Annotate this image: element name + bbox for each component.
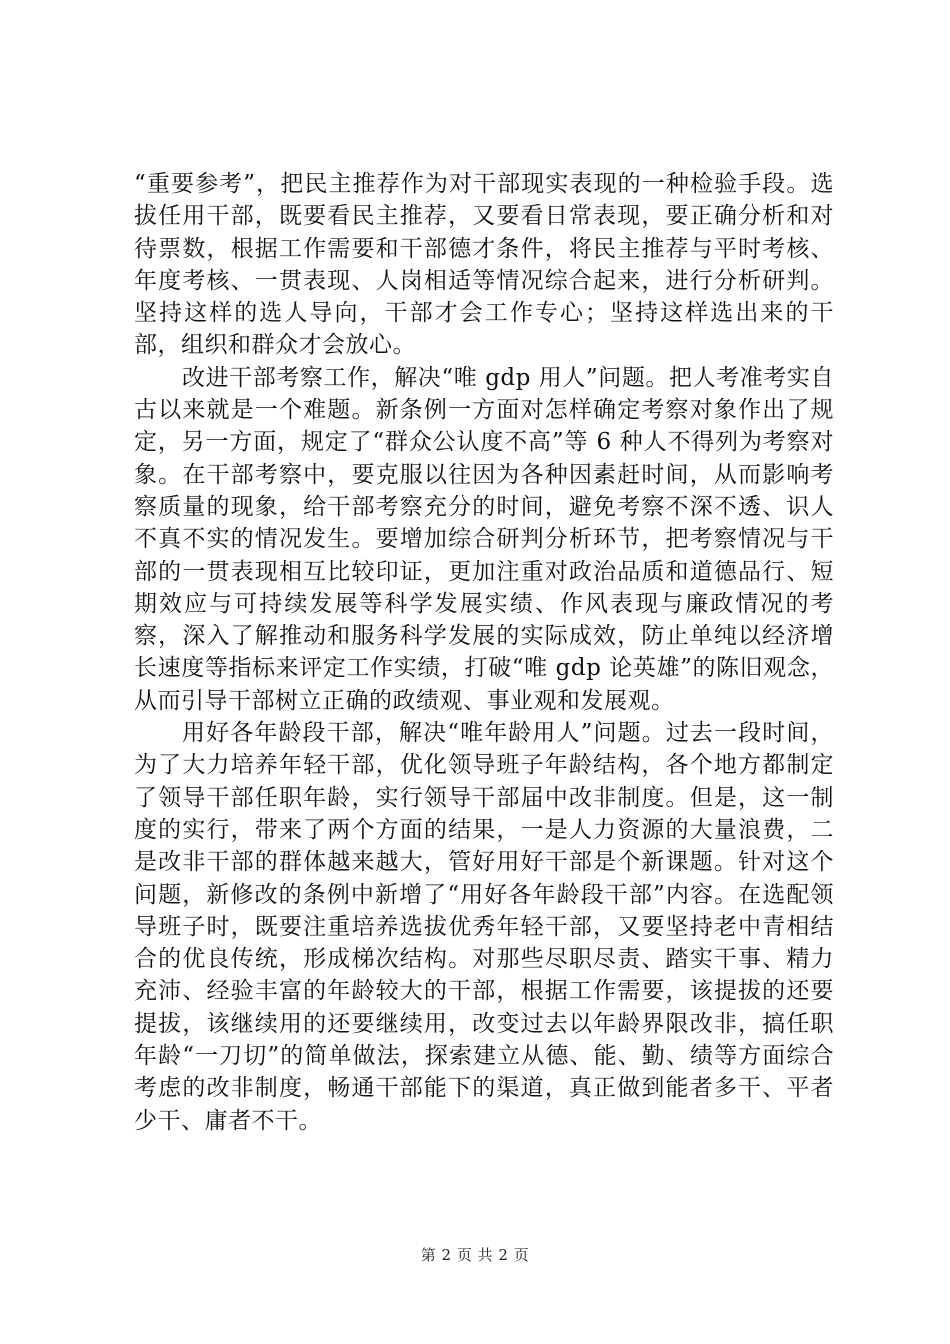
paragraph-continuation: “重要参考”，把民主推荐作为对干部现实表现的一种检验手段。选拔任用干部，既要看民主推荐，又要看日常表现，要正确分析和对待票数，根据工作需要和干部德才条件，将民主推荐与平时考核、年度考核、一贯表现、人岗相适等情况综合起来，进行分析研判。坚持这样的选人导向，干部才会工作专心；坚持这样选出来的干部，组织和群众才会放心。 <box>134 171 834 359</box>
paragraph-age-groups: 用好各年龄段干部，解决“唯年龄用人”问题。过去一段时间，为了大力培养年轻干部，优化领导班子年龄结构，各个地方都制定了领导干部任职年龄，实行领导干部届中改非制度。但是，这一制度的实行，带来了两个方面的结果，一是人力资源的大量浪费，二是改非干部的群体越来越大，管好用好干部是个新课题。针对这个问题，新修改的条例中新增了“用好各年龄段干部”内容。在选配领导班子时，既要注重培养选拔优秀年轻干部，又要坚持老中青相结合的优良传统，形成梯次结构。对那些尽职尽责、踏实干事、精力充沛、经验丰富的年龄较大的干部，根据工作需要，该提拔的还要提拔，该继续用的还要继续用，改变过去以年龄界限改非，搞任职年龄“一刀切”的简单做法，探索建立从德、能、勤、绩等方面综合考虑的改非制度，畅通干部能下的渠道，真正做到能者多干、平者少干、庸者不干。 <box>134 720 834 1134</box>
paragraph-cadre-inspection: 改进干部考察工作，解决“唯 gdp 用人”问题。把人考准考实自古以来就是一个难题。新条例一方面对怎样确定考察对象作出了规定，另一方面，规定了“群众公认度不高”等 6 种人不得列为考察对象。在干部考察中，要克服以往因为各种因素赶时间，从而影响考察质量的现象，给干部考察充分的时间，避免考察不深不透、识人不真不实的情况发生。要增加综合研判分析环节，把考察情况与干部的一贯表现相互比较印证，更加注重对政治品质和道德品行、短期效应与可持续发展等科学发展实绩、作风表现与廉政情况的考察，深入了解推动和服务科学发展的实际成效，防止单纯以经济增长速度等指标来评定工作实绩，打破“唯 gdp 论英雄”的陈旧观念，从而引导干部树立正确的政绩观、事业观和发展观。 <box>134 364 834 714</box>
document-body <box>134 168 834 1137</box>
page-footer: 第 2 页 共 2 页 <box>420 1246 530 1264</box>
